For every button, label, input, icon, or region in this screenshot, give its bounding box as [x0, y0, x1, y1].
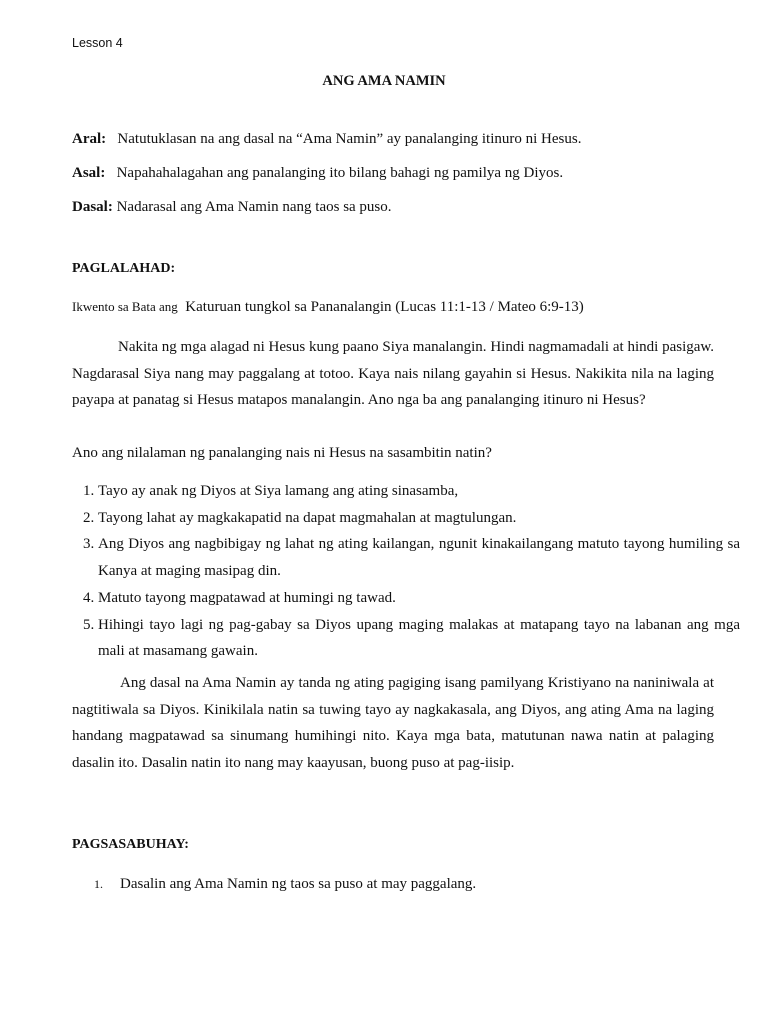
list-item: 3. Ang Diyos ang nagbibigay ng lahat ng ating kailangan, ngunit kinakailangang matuto tayong humiling sa Kanya at maging masipag din.	[98, 531, 740, 584]
objective-label: Aral:	[72, 131, 107, 147]
item-text: Dasalin ang Ama Namin ng taos sa puso at may paggalang.	[120, 876, 477, 892]
points-list	[72, 478, 740, 665]
objective-aral	[72, 131, 581, 148]
section-heading-paglalahad: PAGLALAHAD:	[72, 261, 176, 276]
objective-text: Natutuklasan na ang dasal na “Ama Namin” ay panalanging itinuro ni Hesus.	[117, 131, 582, 147]
story-title: Katuruan tungkol sa Pananalangin (Lucas 11:1-13 / Mateo 6:9-13)	[185, 299, 584, 315]
question-text: Ano ang nilalaman ng panalanging nais ni Hesus na sasambitin natin?	[72, 445, 492, 461]
list-item: 1. Tayo ay anak ng Diyos at Siya lamang ang ating sinasamba,	[98, 478, 740, 505]
objective-asal	[72, 165, 563, 182]
story-paragraph: Nakita ng mga alagad ni Hesus kung paano Siya manalangin. Hindi nagmamadali at hindi pasigaw. Nagdarasal Siya nang may paggalang at totoo. Kaya nais nilang gayahin si Hesus. Nakikita nila na laging payapa at panatag si Hesus matapos manalangin. Ano nga ba ang panalanging itinuro ni Hesus?	[72, 339, 714, 408]
page-title: ANG AMA NAMIN	[322, 73, 446, 89]
objective-text: Napahahalagahan ang panalanging ito bilang bahagi ng pamilya ng Diyos.	[116, 165, 564, 181]
list-item: 4. Matuto tayong magpatawad at humingi ng tawad.	[98, 585, 740, 612]
objective-label: Dasal:	[72, 199, 113, 215]
lesson-label: Lesson 4	[72, 36, 123, 50]
story-prefix: Ikwento sa Bata ang	[72, 299, 178, 314]
section-heading-pagsasabuhay: PAGSASABUHAY:	[72, 837, 189, 852]
list-item	[94, 876, 476, 893]
objective-label: Asal:	[72, 165, 106, 181]
closing-paragraph: Ang dasal na Ama Namin ay tanda ng ating pagiging isang pamilyang Kristiyano na naniniwala at nagtitiwala sa Diyos. Kinikilala natin sa tuwing tayo ay nagkakasala, ang Diyos, ang ating Ama na laging handang magpatawad sa sinumang humihingi nito. Kaya mga bata, matutunan nawa natin at palaging dasalin ito. Dasalin natin ito nang may kaayusan, buong puso at pag-iisip.	[72, 675, 714, 771]
story-line	[72, 299, 584, 316]
item-number: 1.	[94, 877, 103, 891]
objective-dasal	[72, 199, 392, 216]
objective-text: Nadarasal ang Ama Namin nang taos sa puso.	[116, 199, 392, 215]
list-item: 2. Tayong lahat ay magkakapatid na dapat magmahalan at magtulungan.	[98, 505, 740, 532]
list-item: 5. Hihingi tayo lagi ng pag-gabay sa Diyos upang maging malakas at matapang tayo na labanan ang mga mali at masamang gawain.	[98, 612, 740, 665]
